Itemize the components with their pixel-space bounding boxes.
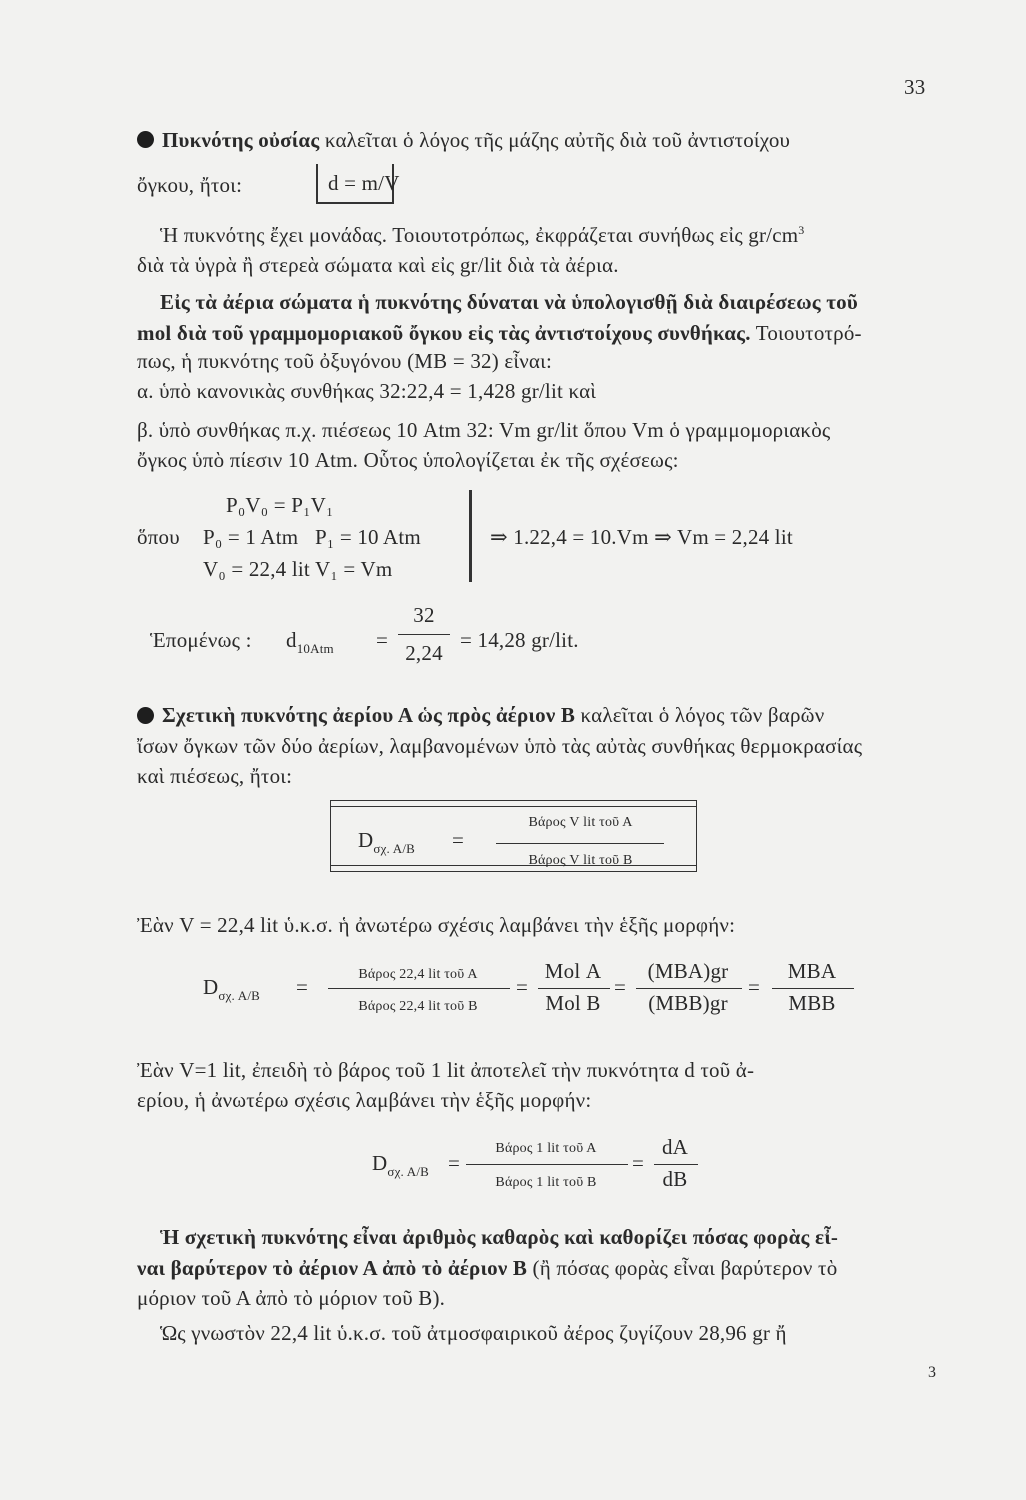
box-eq: = (452, 828, 465, 852)
d-subscript: 10Atm (296, 641, 334, 656)
f2-f2-num: Mol Α (544, 959, 602, 983)
box-num: Βάρος V lit τοῦ Α (528, 815, 633, 830)
p2-line1-text: Ἡ πυκνότης ἔχει μονάδας. Τοιουτοτρόπως, ἐκφράζεται συνήθως εἰς gr/cm (160, 223, 799, 247)
f2-eq1: = (296, 975, 309, 999)
p7-line2-rest: (ἢ πόσας φορὰς εἶναι βαρύτερον τὸ (527, 1256, 838, 1280)
f3-lhs-d: D (372, 1151, 388, 1175)
p3-line2-bold: mol διὰ τοῦ γραμμομοριακοῦ ὄγκου εἰς τὰς ἀντιστοίχους συνθήκας. (137, 321, 751, 345)
p7-line3: μόριον τοῦ Α ἀπὸ τὸ μόριον τοῦ Β). (137, 1286, 446, 1310)
f3-f2-den: dΒ (662, 1167, 688, 1191)
p1-rest: καλεῖται ὁ λόγος τῆς μάζης αὐτῆς διὰ τοῦ ἀντιστοίχου (319, 128, 791, 152)
box-den: Βάρος V lit τοῦ Β (528, 853, 633, 868)
bullet-icon (137, 707, 154, 724)
footer-signature-mark: 3 (928, 1364, 937, 1381)
f2-f1-num: Βάρος 22,4 lit τοῦ Α (358, 967, 478, 982)
p3-line-c: ὄγκος ὑπὸ πίεσιν 10 Atm. Οὗτος ὑπολογίζεται ἐκ τῆς σχέσεως: (137, 448, 679, 472)
p4-line2: ἴσων ὄγκων τῶν δύο ἀερίων, λαμβανομένων ὑπὸ τὰς αὐτὰς συνθήκας θερμοκρασίας (137, 734, 863, 758)
p6-line2: ερίου, ἡ ἀνωτέρω σχέσις λαμβάνει τὴν ἑξῆς μορφήν: (137, 1088, 592, 1112)
p6-line1: Ἐὰν V=1 lit, ἐπειδὴ τὸ βάρος τοῦ 1 lit ἀποτελεῖ τὴν πυκνότητα d τοῦ ἀ- (137, 1058, 755, 1082)
calc-result: ⇒ 1.22,4 = 10.Vm ⇒ Vm = 2,24 lit (490, 525, 793, 549)
f2-lhs-sub: σχ. Α/Β (218, 988, 261, 1003)
calc-divider (469, 490, 472, 582)
consequently-d (286, 625, 334, 658)
p3-line-b: β. ὑπὸ συνθήκας π.χ. πιέσεως 10 Atm 32: Vm gr/lit ὅπου Vm ὁ γραμμομοριακὸς (137, 418, 831, 442)
p1-line2: ὄγκου, ἤτοι: (137, 173, 243, 197)
f3-eq1: = (448, 1151, 461, 1175)
p8: Ὡς γνωστὸν 22,4 lit ὑ.κ.σ. τοῦ ἀτμοσφαιρικοῦ ἀέρος ζυγίζουν 28,96 gr ἤ (160, 1321, 787, 1345)
f2-eq3: = (614, 975, 627, 999)
f3-f1-den: Βάρος 1 lit τοῦ Β (495, 1175, 597, 1190)
p2-sup: 3 (798, 223, 805, 237)
f2-eq4: = (748, 975, 761, 999)
f3-eq2: = (632, 1151, 645, 1175)
p4-line3: καὶ πιέσεως, ἤτοι: (137, 764, 293, 788)
f2-f4-num: ΜΒΑ (787, 959, 837, 983)
f2-f1-den: Βάρος 22,4 lit τοῦ Β (358, 999, 478, 1014)
f2-f2-den: Mol Β (545, 991, 601, 1015)
p2-line1 (160, 220, 804, 253)
p4-line1-rest: καλεῖται ὁ λόγος τῶν βαρῶν (575, 703, 825, 727)
p4-line1-bold: Σχετικὴ πυκνότης ἀερίου Α ὡς πρὸς ἀέριον Β (162, 703, 576, 727)
p2-line2: διὰ τὰ ὑγρὰ ἢ στερεὰ σώματα καὶ εἰς gr/lit διὰ τὰ ἀέρια. (137, 253, 619, 277)
calc-row3-a: V₀ = 22,4 lit (203, 557, 310, 581)
f2-f3-den: (ΜΒΒ)gr (648, 991, 728, 1015)
p7-line2-bold: ναι βαρύτερον τὸ ἀέριον Α ἀπὸ τὸ ἀέριον Β (137, 1256, 528, 1280)
f2-lhs-d: D (203, 975, 219, 999)
p7-line1: Ἡ σχετικὴ πυκνότης εἶναι ἀριθμὸς καθαρὸς καὶ καθορίζει πόσας φορὰς εἶ- (160, 1225, 839, 1249)
box-lhs (358, 825, 415, 858)
p3-line-a: α. ὑπὸ κανονικὰς συνθήκας 32:22,4 = 1,428 gr/lit καὶ (137, 379, 597, 403)
p4-line1 (162, 700, 824, 730)
calc-row2-a: P₀ = 1 Atm (203, 525, 299, 549)
consequently-result: = 14,28 gr/lit. (460, 628, 579, 652)
d-symbol: d (286, 628, 297, 652)
calc-row3-b: V₁ = Vm (315, 557, 393, 581)
f3-f1-bar (466, 1164, 628, 1165)
calc-row1: P₀V₀ = P₁V₁ (226, 493, 334, 517)
page-number: 33 (904, 75, 926, 99)
p3-line2 (137, 318, 862, 348)
p5: Ἐὰν V = 22,4 lit ὑ.κ.σ. ἡ ἀνωτέρω σχέσις λαμβάνει τὴν ἑξῆς μορφήν: (137, 913, 736, 937)
term-density: Πυκνότης οὐσίας (162, 128, 320, 152)
consequently-label: Ἑπομένως : (150, 628, 252, 652)
eq-sign-1: = (376, 628, 389, 652)
p3-line3: πως, ἡ πυκνότης τοῦ ὀξυγόνου (ΜΒ = 32) εἶναι: (137, 349, 553, 373)
calc-row2-label: ὅπου (137, 525, 180, 549)
bullet-icon (137, 131, 154, 148)
box-fraction-bar (496, 843, 664, 844)
p3-line2-rest: Τοιουτοτρό- (750, 321, 862, 345)
fraction-32-224 (398, 600, 450, 665)
f3-f2-num: dΑ (661, 1135, 689, 1159)
fraction-bar (398, 634, 450, 635)
box-lhs-d: D (358, 828, 374, 852)
f3-lhs-sub: σχ. Α/Β (387, 1164, 430, 1179)
f3-lhs (372, 1148, 429, 1181)
p1-line1 (162, 125, 790, 155)
p7-line2 (137, 1253, 837, 1283)
f2-eq2: = (516, 975, 529, 999)
f2-f1-bar (328, 988, 510, 989)
f2-f3-num: (ΜΒΑ)gr (647, 959, 729, 983)
density-formula: d = m/V (328, 171, 400, 195)
p3-line1: Εἰς τὰ ἀέρια σώματα ἡ πυκνότης δύναται νὰ ὑπολογισθῇ διὰ διαιρέσεως τοῦ (160, 290, 858, 314)
f3-f1-num: Βάρος 1 lit τοῦ Α (495, 1141, 597, 1156)
fraction-den: 2,24 (405, 641, 443, 665)
fraction-num: 32 (413, 603, 435, 627)
box-lhs-sub: σχ. Α/Β (373, 841, 416, 856)
calc-row2-b: P₁ = 10 Atm (315, 525, 421, 549)
f2-f4-den: ΜΒΒ (788, 991, 836, 1015)
f2-lhs (203, 972, 260, 1005)
